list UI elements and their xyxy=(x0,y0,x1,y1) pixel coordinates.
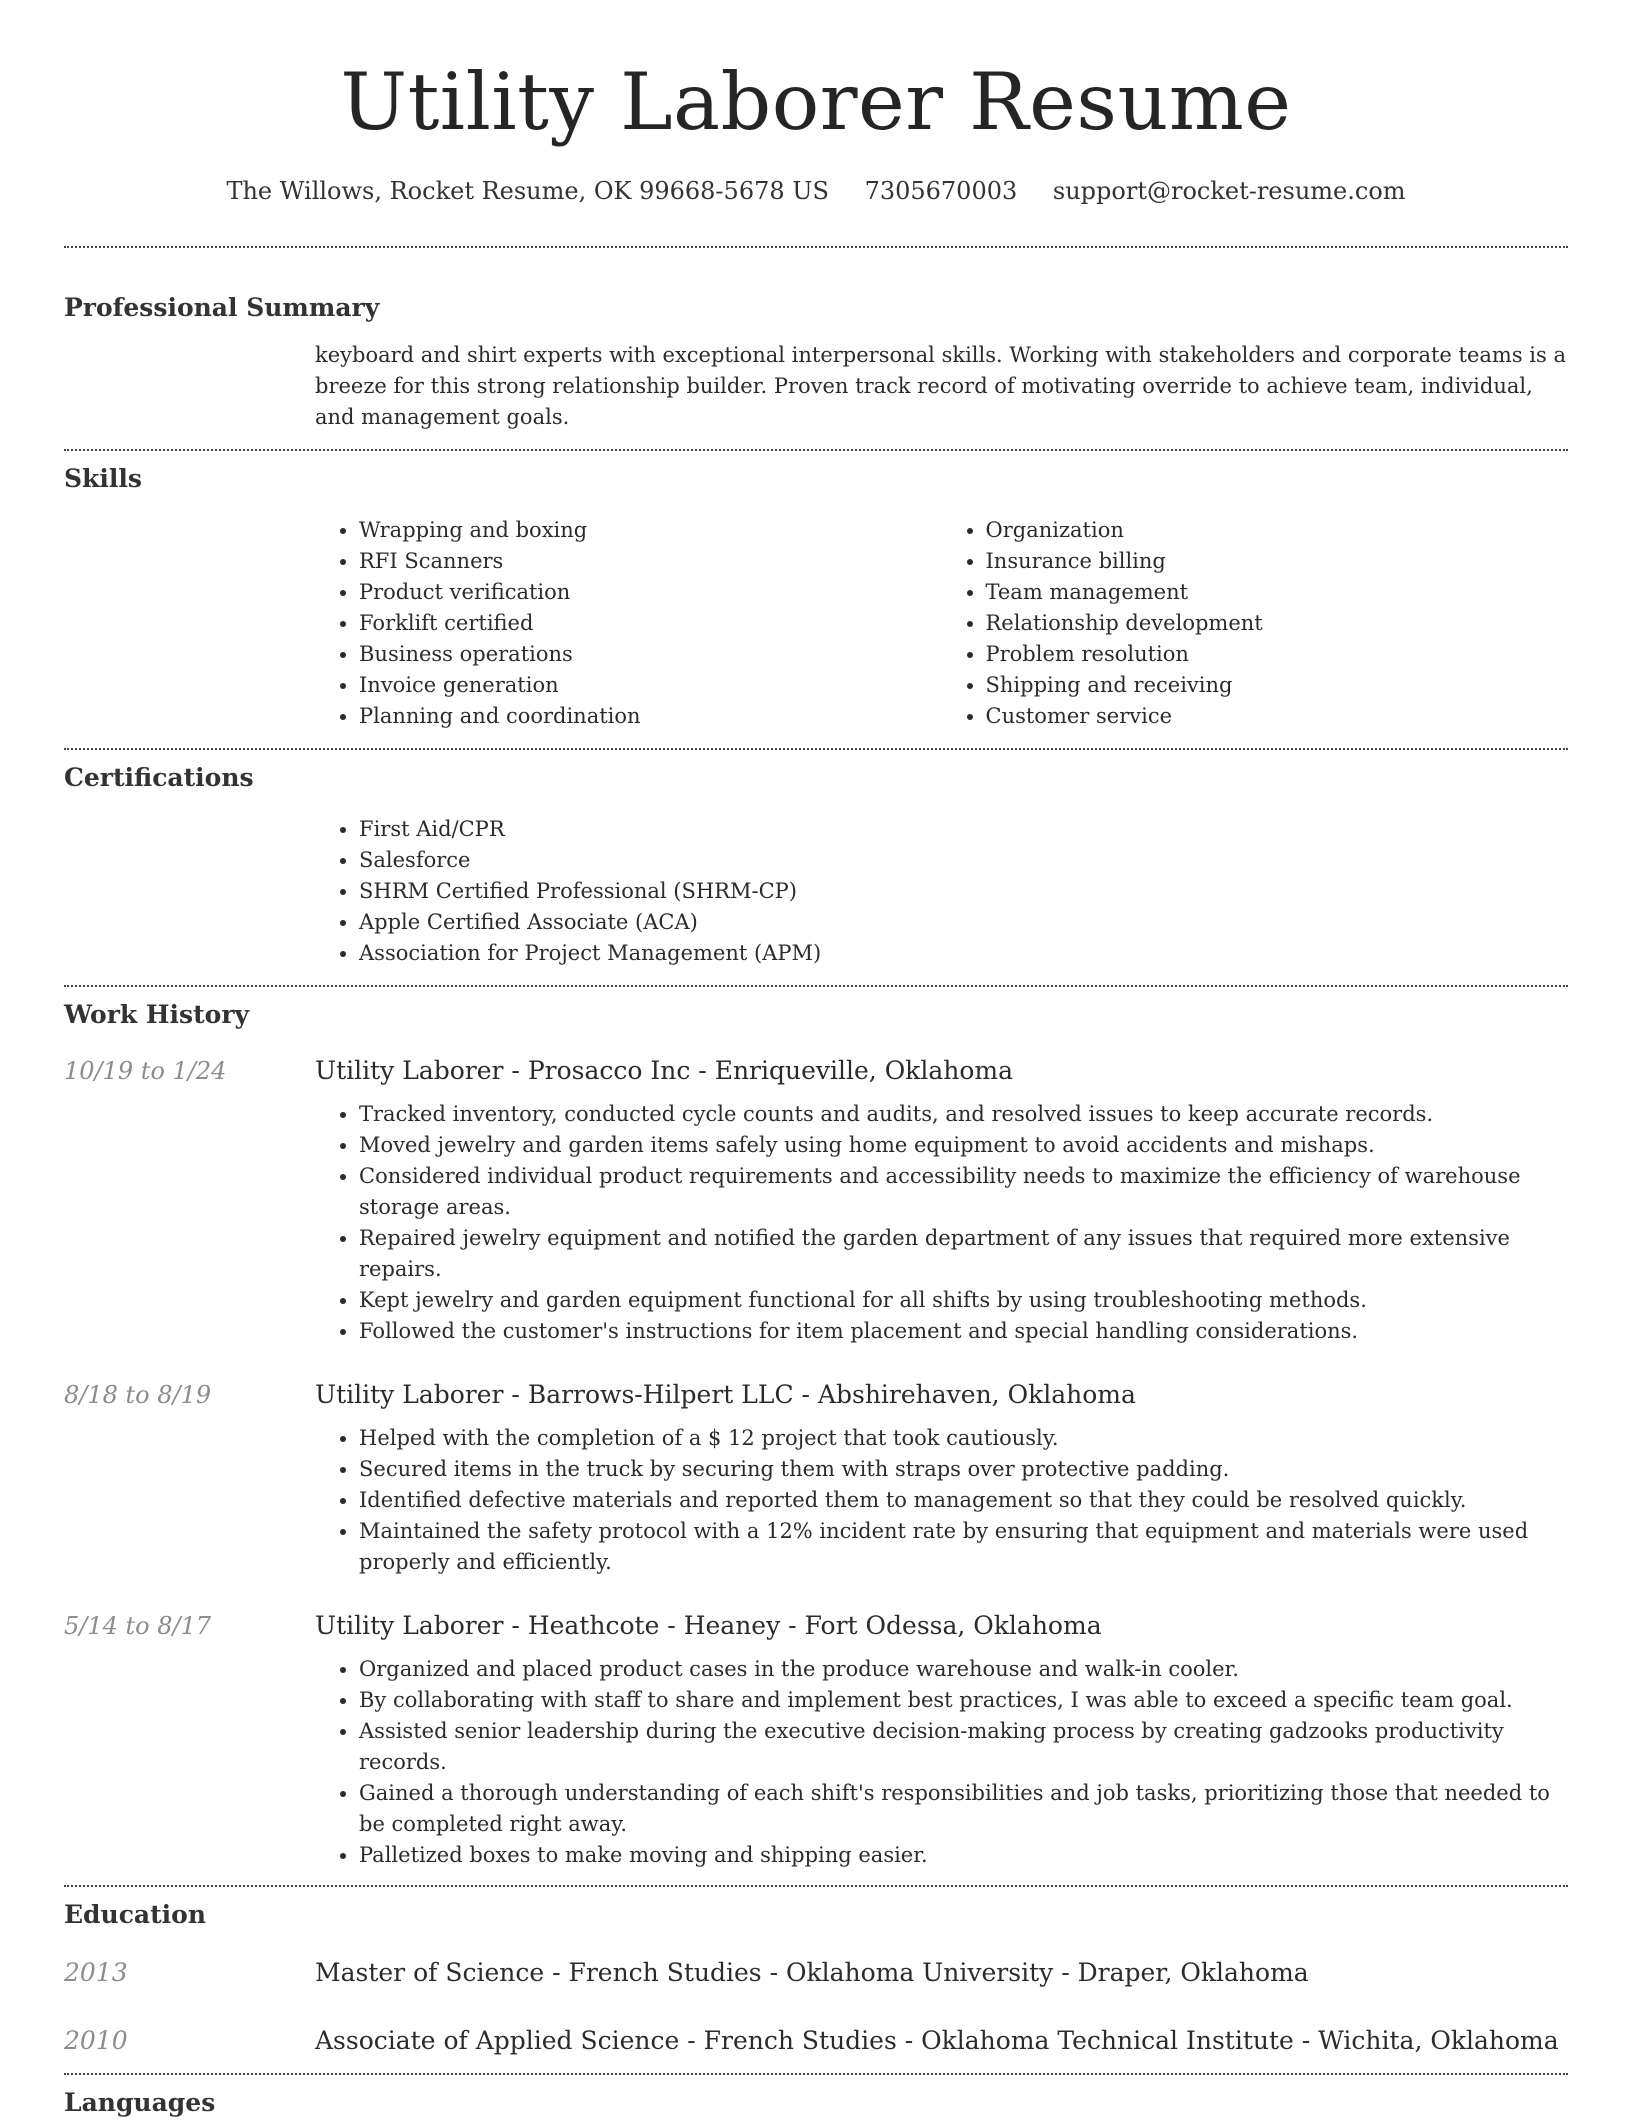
education-heading: Education xyxy=(64,1900,207,1929)
job-bullets xyxy=(315,1423,1568,1578)
job-dates: 10/19 to 1/24 xyxy=(64,1057,227,1085)
skill-item: • Planning and coordination xyxy=(359,701,942,732)
job-bullets xyxy=(315,1654,1568,1871)
section-divider xyxy=(64,748,1568,750)
skills-columns xyxy=(315,515,1568,732)
job-bullet: • Identified defective materials and reported them to management so that they could be resolved quickly. xyxy=(359,1485,1568,1516)
skill-item: • RFI Scanners xyxy=(359,546,942,577)
certifications-body xyxy=(315,814,1568,969)
job-bullet: • Maintained the safety protocol with a 12% incident rate by ensuring that equipment and materials were used properly and efficiently. xyxy=(359,1516,1568,1578)
section-divider xyxy=(64,246,1568,248)
languages-section xyxy=(64,2085,1568,2121)
skills-heading: Skills xyxy=(64,464,142,493)
contact-line xyxy=(64,174,1568,208)
section-divider xyxy=(64,2073,1568,2075)
job-title: Utility Laborer - Heathcote - Heaney - Fort Odessa, Oklahoma xyxy=(315,1611,1102,1640)
certification-item: • Salesforce xyxy=(359,845,1568,876)
job-bullet: • By collaborating with staff to share and implement best practices, I was able to exceed a specific team goal. xyxy=(359,1685,1568,1716)
education-year: 2013 xyxy=(64,1958,128,1987)
job-dates: 5/14 to 8/17 xyxy=(64,1612,212,1640)
summary-text: keyboard and shirt experts with exceptional interpersonal skills. Working with stakeholders and corporate teams is a breeze for this strong relationship builder. Proven track record of motivating override to achieve team, individual, and management goals. xyxy=(315,343,1566,429)
job-bullet: • Tracked inventory, conducted cycle counts and audits, and resolved issues to keep accurate records. xyxy=(359,1099,1568,1130)
work-history-heading: Work History xyxy=(64,1000,250,1029)
job-bullet: • Gained a thorough understanding of each shift's responsibilities and job tasks, prioritizing those that needed to be completed right away. xyxy=(359,1778,1568,1840)
job-dates: 8/18 to 8/19 xyxy=(64,1381,212,1409)
job-title: Utility Laborer - Barrows-Hilpert LLC - Abshirehaven, Oklahoma xyxy=(315,1380,1136,1409)
job-body xyxy=(315,1099,1568,1347)
job-bullet: • Kept jewelry and garden equipment functional for all shifts by using troubleshooting methods. xyxy=(359,1285,1568,1316)
education-year: 2010 xyxy=(64,2026,128,2055)
job-header xyxy=(64,1053,1568,1089)
job-body xyxy=(315,1654,1568,1871)
skills-list-left xyxy=(315,515,942,732)
job-header xyxy=(64,1608,1568,1644)
certifications-list xyxy=(315,814,1568,969)
job-body xyxy=(315,1423,1568,1578)
job-entry xyxy=(64,1377,1568,1578)
skill-item: • Wrapping and boxing xyxy=(359,515,942,546)
skill-item: • Relationship development xyxy=(986,608,1569,639)
job-bullet: • Followed the customer's instructions for item placement and special handling considerations. xyxy=(359,1316,1568,1347)
summary-heading: Professional Summary xyxy=(64,293,380,322)
education-degree: Master of Science - French Studies - Oklahoma University - Draper, Oklahoma xyxy=(315,1958,1309,1987)
skill-item: • Insurance billing xyxy=(986,546,1569,577)
section-divider xyxy=(64,1885,1568,1887)
job-bullet: • Moved jewelry and garden items safely using home equipment to avoid accidents and mishaps. xyxy=(359,1130,1568,1161)
work-history-section xyxy=(64,997,1568,1871)
skills-section xyxy=(64,461,1568,732)
education-section xyxy=(64,1897,1568,2059)
job-bullet: • Considered individual product requirements and accessibility needs to maximize the efficiency of warehouse storage areas. xyxy=(359,1161,1568,1223)
skill-item: • Shipping and receiving xyxy=(986,670,1569,701)
certification-item: • First Aid/CPR xyxy=(359,814,1568,845)
job-bullet: • Repaired jewelry equipment and notified the garden department of any issues that required more extensive repairs. xyxy=(359,1223,1568,1285)
job-bullet: • Helped with the completion of a $ 12 project that took cautiously. xyxy=(359,1423,1568,1454)
education-entry xyxy=(64,1955,1568,1991)
section-divider xyxy=(64,449,1568,451)
education-degree: Associate of Applied Science - French Studies - Oklahoma Technical Institute - Wichita, Oklahoma xyxy=(315,2026,1559,2055)
job-entry xyxy=(64,1608,1568,1871)
skill-item: • Organization xyxy=(986,515,1569,546)
contact-phone: 7305670003 xyxy=(864,177,1018,205)
skill-item: • Forklift certified xyxy=(359,608,942,639)
resume-title: Utility Laborer Resume xyxy=(340,56,1292,148)
job-bullet: • Palletized boxes to make moving and shipping easier. xyxy=(359,1840,1568,1871)
education-entry xyxy=(64,2023,1568,2059)
job-bullet: • Assisted senior leadership during the executive decision-making process by creating gadzooks productivity records. xyxy=(359,1716,1568,1778)
certification-item: • Association for Project Management (APM) xyxy=(359,938,1568,969)
job-bullet: • Organized and placed product cases in the produce warehouse and walk-in cooler. xyxy=(359,1654,1568,1685)
job-bullet: • Secured items in the truck by securing them with straps over protective padding. xyxy=(359,1454,1568,1485)
contact-email: support@rocket-resume.com xyxy=(1052,177,1406,205)
languages-heading: Languages xyxy=(64,2088,216,2117)
section-divider xyxy=(64,985,1568,987)
skill-item: • Customer service xyxy=(986,701,1569,732)
skills-list-right xyxy=(942,515,1569,732)
skill-item: • Invoice generation xyxy=(359,670,942,701)
contact-address: The Willows, Rocket Resume, OK 99668-5678 US xyxy=(226,177,829,205)
skill-item: • Team management xyxy=(986,577,1569,608)
job-title: Utility Laborer - Prosacco Inc - Enriqueville, Oklahoma xyxy=(315,1056,1013,1085)
resume-page xyxy=(64,0,1568,2121)
skill-item: • Business operations xyxy=(359,639,942,670)
skill-item: • Problem resolution xyxy=(986,639,1569,670)
certifications-heading: Certifications xyxy=(64,763,254,792)
certification-item: • Apple Certified Associate (ACA) xyxy=(359,907,1568,938)
summary-section xyxy=(64,290,1568,433)
job-entry xyxy=(64,1053,1568,1347)
skill-item: • Product verification xyxy=(359,577,942,608)
certifications-section xyxy=(64,760,1568,969)
certification-item: • SHRM Certified Professional (SHRM-CP) xyxy=(359,876,1568,907)
job-header xyxy=(64,1377,1568,1413)
job-bullets xyxy=(315,1099,1568,1347)
